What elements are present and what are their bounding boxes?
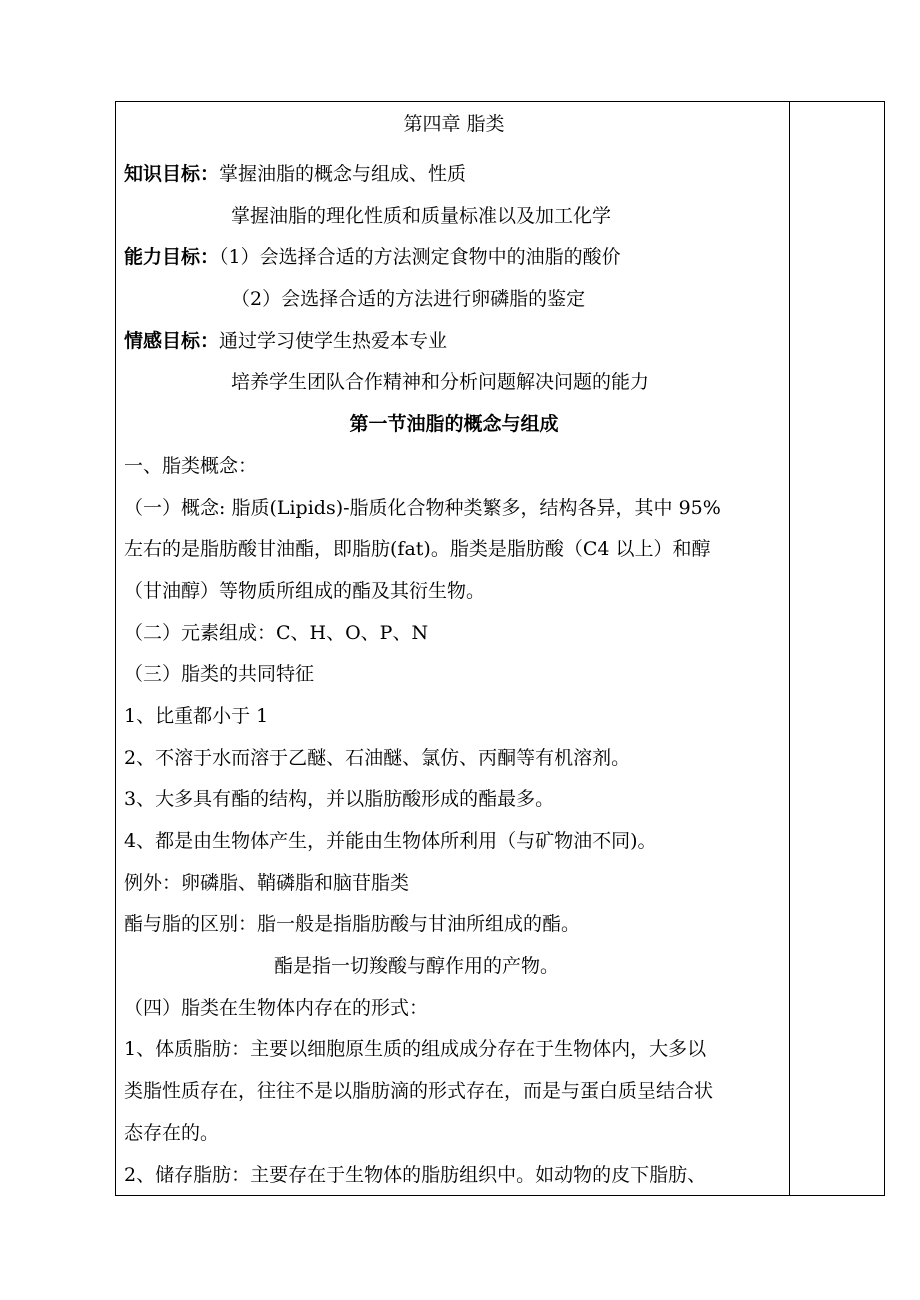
knowledge-objective-1: 掌握油脂的概念与组成、性质: [219, 163, 467, 185]
concept-paragraph-line-1: （一）概念: 脂质(Lipids)-脂质化合物种类繁多，结构各异，其中 95%: [124, 496, 721, 519]
body-fat-line-3: 态存在的。: [124, 1121, 220, 1144]
difference-line-1: 酯与脂的区别：脂一般是指脂肪酸与甘油所组成的酯。: [124, 913, 581, 936]
concept-paragraph-line-2: 左右的是脂肪酸甘油酯，即脂肪(fat)。脂类是脂肪酸（C4 以上）和醇: [124, 538, 711, 561]
chapter-title: 第四章 脂类: [403, 113, 505, 135]
feature-item-3: 3、大多具有酯的结构，并以脂肪酸形成的酯最多。: [124, 788, 555, 811]
feature-item-2: 2、不溶于水而溶于乙醚、石油醚、氯仿、丙酮等有机溶剂。: [124, 746, 631, 769]
knowledge-label: 知识目标：: [124, 163, 220, 185]
emotion-objective-1: 通过学习使学生热爱本专业: [219, 329, 448, 352]
storage-fat-line-1: 2、储存脂肪：主要存在于生物体的脂肪组织中。如动物的皮下脂肪、: [124, 1163, 707, 1186]
heading-lipid-concept: 一、脂类概念：: [124, 454, 258, 477]
feature-item-1: 1、比重都小于 1: [124, 704, 269, 727]
emotion-objective-line-1: [124, 321, 784, 363]
emotion-objective-2: 培养学生团队合作精神和分析问题解决问题的能力: [231, 371, 650, 394]
body-fat-line-1: 1、体质脂肪：主要以细胞原生质的组成成分存在于生物体内，大多以: [124, 1038, 707, 1061]
column-divider: [789, 102, 790, 1195]
knowledge-objective-2: 掌握油脂的理化性质和质量标准以及加工化学: [231, 204, 612, 227]
element-composition: （二）元素组成：C、H、O、P、N: [124, 621, 429, 644]
existence-forms-heading: （四）脂类在生物体内存在的形式：: [124, 996, 429, 1019]
ability-objective-line-1: [124, 237, 784, 279]
knowledge-objective-line-1: [124, 154, 784, 196]
body-fat-line-2: 类脂性质存在，往往不是以脂肪滴的形式存在，而是与蛋白质呈结合状: [124, 1080, 714, 1103]
common-features-heading: （三）脂类的共同特征: [124, 663, 315, 686]
feature-item-4: 4、都是由生物体产生，并能由生物体所利用（与矿物油不同)。: [124, 830, 657, 852]
difference-line-2: 酯是指一切羧酸与醇作用的产物。: [274, 955, 560, 978]
exception-note: 例外：卵磷脂、鞘磷脂和脑苷脂类: [124, 871, 410, 894]
section-title: 第一节油脂的概念与组成: [349, 413, 559, 436]
concept-paragraph-line-3: （甘油醇）等物质所组成的酯及其衍生物。: [124, 579, 486, 602]
main-content-cell: [124, 112, 784, 1196]
document-table: [115, 101, 885, 1196]
emotion-label: 情感目标：: [124, 329, 220, 352]
ability-objective-2: （2）会选择合适的方法进行卵磷脂的鉴定: [231, 288, 586, 311]
ability-label: 能力目标：: [124, 246, 220, 269]
ability-objective-1: （1）会选择合适的方法测定食物中的油脂的酸价: [219, 246, 621, 269]
